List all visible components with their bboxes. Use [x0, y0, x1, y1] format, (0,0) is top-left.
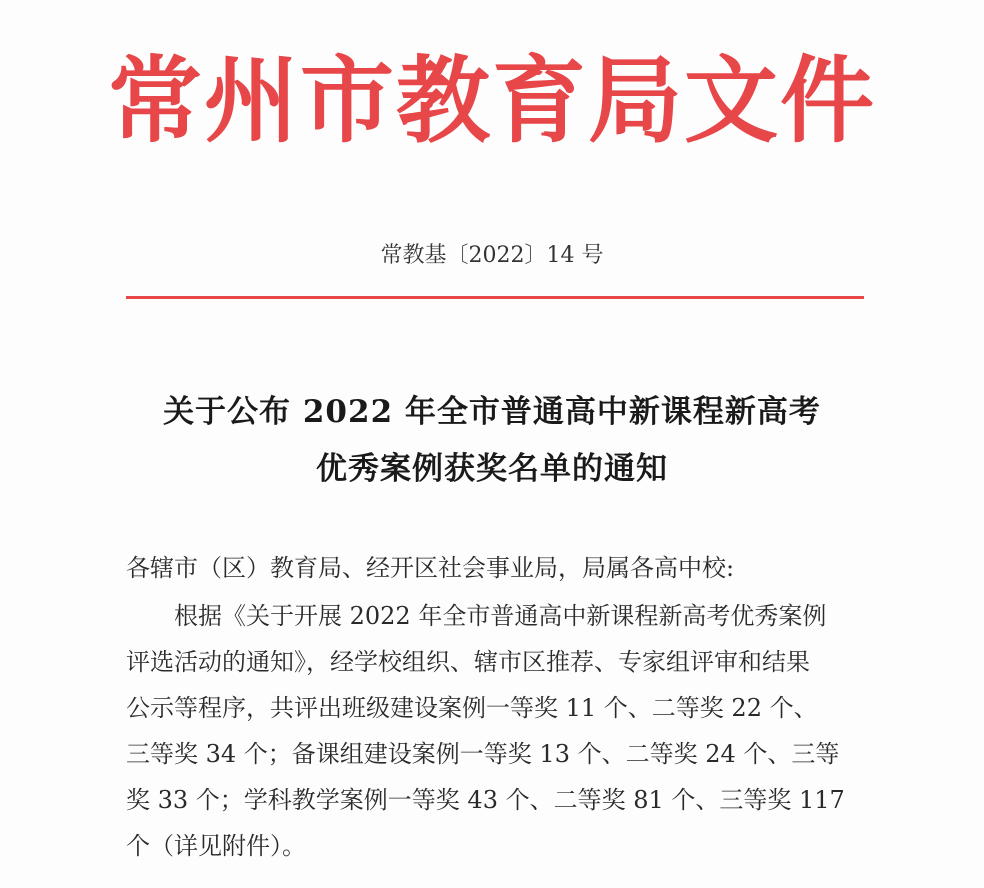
body-line-5: 奖 33 个；学科教学案例一等奖 43 个、二等奖 81 个、三等奖 117 [126, 786, 845, 814]
document-title-line-2: 优秀案例获奖名单的通知 [316, 451, 668, 487]
document-number: 常教基〔2022〕14 号 [380, 243, 604, 268]
document-title-line-1: 关于公布 2022 年全市普通高中新课程新高考 [163, 394, 821, 430]
body-line-4: 三等奖 34 个；备课组建设案例一等奖 13 个、二等奖 24 个、三等 [126, 740, 840, 768]
body-line-2: 评选活动的通知》，经学校组织、辖市区推荐、专家组评审和结果 [126, 648, 810, 676]
header-divider [126, 296, 864, 299]
document-header: 常州市教育局文件 [107, 47, 876, 156]
body-line-6: 个（详见附件）。 [126, 832, 306, 860]
salutation: 各辖市（区）教育局、经开区社会事业局，局属各高中校: [126, 554, 735, 582]
body-line-3: 公示等程序，共评出班级建设案例一等奖 11 个、二等奖 22 个、 [126, 694, 818, 722]
body-line-1: 根据《关于开展 2022 年全市普通高中新课程新高考优秀案例 [174, 602, 827, 630]
